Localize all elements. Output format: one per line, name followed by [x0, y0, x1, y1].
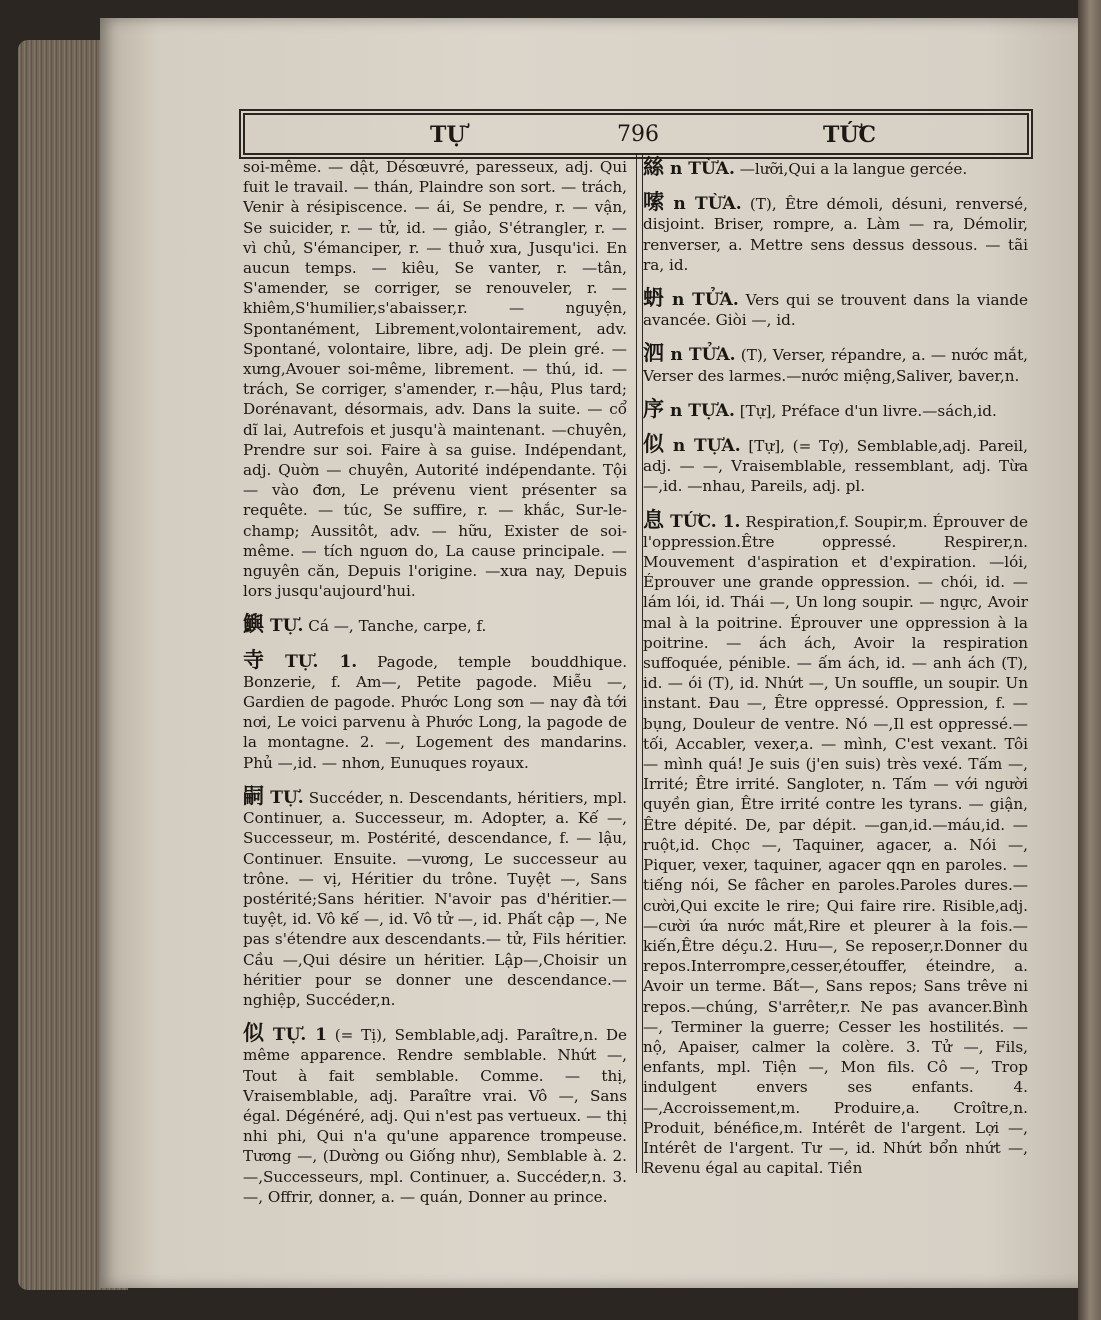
han-character: 序: [643, 395, 664, 421]
han-character: 息: [643, 506, 665, 532]
entry-body: Vers qui se trouvent dans la viande avancée. Giòi —, id.: [643, 291, 1028, 330]
dictionary-entry: [643, 154, 1028, 179]
entry-body: —lưỡi,Qui a la langue gercée.: [739, 160, 968, 178]
han-character: 嗣: [243, 782, 265, 808]
han-character: 寺: [243, 646, 280, 672]
dictionary-entry: [643, 506, 1028, 1179]
headword: n TỬA.: [671, 290, 739, 311]
right-column: [643, 154, 1029, 1178]
headword: n TỬA.: [670, 345, 736, 366]
han-character: 鱮: [243, 611, 264, 637]
header-left-word: TỰ: [430, 122, 466, 148]
entry-body: (T), Verser, répandre, a. — nước mắt, Verser des larmes.—nước miệng,Saliver, baver,n.: [643, 346, 1028, 385]
headword: TỰ. 1.: [285, 651, 358, 672]
dictionary-entry: [643, 340, 1028, 385]
entry-body: [Tự], Préface d'un livre.—sách,id.: [739, 401, 997, 420]
dictionary-entry: [243, 1020, 627, 1207]
entry-body: (T), Être démoli, désuni, renversé, disjoint. Briser, rompre, a. Làm — ra, Démolir, renverser, a. Mettre sens dessus dessous. — tãi ra, id.: [643, 195, 1029, 274]
entry-body: soi-même. — dật, Désœuvré, paresseux, adj. Qui fuit le travail. — thán, Plaindre son sort. — trách, Venir à résipiscence. — ái, Se pendre, r. — vận, Se suicider, r. — tử, id. — giảo, S'étrangler, r. — vì chủ, S'émanciper, r. — thuở xưa, Jusqu'ici. En aucun temps. — kiêu, Se vanter, r. —tân, S'amender, se corriger, se renouveler, r. — khiêm,S'humilier,s'abaisser,r. — nguyện, Spontanément, Librement,volontairement, adv. Spontané, volontaire, libre, adj. De plein gré. —xưng,Avouer soi-même, librement. — thú, id. — trách, Se corriger, s'amender, r.—hậu, Plus tard; Dorénavant, désormais, adv. Dans la suite. — cổ dĩ lai, Autrefois et jusqu'à maintenant. —chuyên, Prendre sur soi. Faire à sa guise. Indépendant, adj. Quờn — chuyên, Autorité indépendante. Tội — vào đơn, Le prévenu vient présenter sa requête. — túc, Se suffire, r. — khắc, Sur-le-champ; Aussitôt, adv. — hữu, Exister de soi-même. — tích nguơn do, La cause principale. — nguyên căn, Depuis l'origine. —xưa nay, Depuis lors jusqu'aujourd'hui.: [243, 158, 627, 601]
han-character: 絲: [643, 154, 664, 179]
dictionary-entry: [243, 157, 627, 601]
entry-body: (= Tị), Semblable,adj. Paraître,n. De même apparence. Rendre semblable. Nhứt —, Tout à fait semblable. Comme. — thị, Vraisemblable, adj. Paraître vrai. Vô —, Sans égal. Dégénéré, adj. Qui n'est pas vertueux. — thị nhi phi, Qui n'a qu'une apparence trompeuse. Tương —, (Dường ou Giống như), Semblable à. 2.—,Successeurs, mpl. Continuer, a. Succéder,n. 3. —, Offrir, donner, a. — quán, Donner au prince.: [243, 1026, 627, 1206]
han-character: 嗦: [643, 189, 668, 215]
facing-page-edge: [1078, 0, 1101, 1320]
running-header: [243, 113, 1029, 155]
han-character: 蚒: [643, 285, 666, 311]
han-character: 似: [243, 1020, 267, 1046]
entry-body: Respiration,f. Soupir,m. Éprouver de l'oppression.Être oppressé. Respirer,n. Mouvement d'aspiration et d'expiration. —lói, Éprouver une grande oppression. — chói, id. — lám lói, id. Thái —, Un long soupir. — ngực, Avoir mal à la poitrine. Éprouver une oppression à la poitrine. — ách ách, Avoir la respiration suffoquée, pénible. — ấm ách, id. — anh ách (T), id. — ói (T), id. Nhứt —, Un souffle, un soupir. Un instant. Đau —, Être oppressé. Oppression, f. — bụng, Douleur de ventre. Nó —,Il est oppressé.—tối, Accabler, vexer,a. — mình, C'est vexant. Tôi — mình quá! Je suis (j'en suis) très vexé. Tấm —, Irrité; Être irrité. Sangloter, n. Tấm — với người quyền gian, Être irrité contre les tyrans. — giận, Être dépité. De, par dépit. —gan,id.—máu,id. —ruột,id. Chọc —, Taquiner, agacer, a. Nói —, Piquer, vexer, taquiner, agacer qqn en paroles. — tiếng nói, Se fâcher en paroles.Paroles dures.—cười,Qui excite le rire; Qui faire rire. Risible,adj.—cười ứa nước mắt,Rire et pleurer à la fois.—kiến,Être déçu.2. Hưu—, Se reposer,r.Donner du repos.Interrompre,cesser,étouffer, éteindre, a. Avoir un terme. Bất—, Sans repos; Sans trêve ni repos.—chúng, S'arrêter,r. Ne pas avancer.Bình—, Terminer la guerre; Cesser les hostilités. — nộ, Apaiser, calmer la colère. 3. Tử —, Fils, enfants, mpl. Tiện —, Mon fils. Cô —, Trop indulgent envers ses enfants. 4.—,Accroissement,m. Produire,a. Croître,n. Produit, bénéfice,m. Intérêt de l'argent. Lợi —, Intérêt de l'argent. Tư —, id. Nhứt bổn nhứt —, Revenu égal au capital. Tiền: [643, 512, 1028, 1178]
dictionary-entry: [243, 611, 627, 637]
header-right-word: TỨC: [823, 122, 877, 148]
page-number: 796: [617, 122, 659, 147]
entry-body: [Tự], (= Tợ), Semblable,adj. Pareil, adj. — —, Vraisemblable, ressemblant, adj. Từa—,id. —nhau, Pareils, adj. pl.: [643, 437, 1028, 496]
headword: TỰ.: [270, 616, 304, 637]
headword: TỨC. 1.: [670, 511, 741, 532]
left-column: [243, 157, 627, 1207]
headword: n TỰA.: [670, 400, 735, 421]
han-character: 似: [643, 431, 667, 457]
han-character: 泗: [643, 340, 665, 366]
headword: TỰ.: [270, 787, 304, 808]
entry-body: Succéder, n. Descendants, héritiers, mpl. Continuer, a. Successeur, m. Adopter, a. Kế —, Successeur, m. Postérité, descendance, f. — lậu, Continuer. Ensuite. —vương, Le successeur au trône. — vị, Héritier du trône. Tuyệt —, Sans postérité;Sans héritier. N'avoir pas d'héritier.—tuyệt, id. Vô kế —, id. Vô tử —, id. Phất cập —, Ne pas s'étendre aux descendants.— tử, Fils héritier. Cầu —,Qui désire un héritier. Lập—,Choisir un héritier pour se donner une descendance.—nghiệp, Succéder,n.: [243, 788, 627, 1009]
entry-body: Pagode, temple bouddhique. Bonzerie, f. Am—, Petite pagode. Miễu —, Gardien de pagode. Phước Long sơn — nay đà tới nơi, Le voici parvenu à Phước Long, la pagode de la montagne. 2. —, Logement des mandarins. Phủ —,id. — nhơn, Eunuques royaux.: [243, 652, 628, 772]
dictionary-entry: [643, 189, 1029, 275]
dictionary-entry: [243, 782, 627, 1010]
column-divider: [636, 155, 643, 1173]
headword: n TỪA.: [673, 194, 742, 215]
dictionary-entry: [643, 431, 1028, 497]
dictionary-entry: [643, 285, 1028, 330]
headword: n TỰA.: [672, 436, 741, 457]
headword: TỰ. 1: [272, 1025, 327, 1046]
headword: n TỪA.: [670, 159, 735, 179]
dictionary-entry: [643, 395, 1028, 421]
dictionary-entry: [243, 646, 628, 773]
entry-body: Cá —, Tanche, carpe, f.: [308, 617, 487, 636]
